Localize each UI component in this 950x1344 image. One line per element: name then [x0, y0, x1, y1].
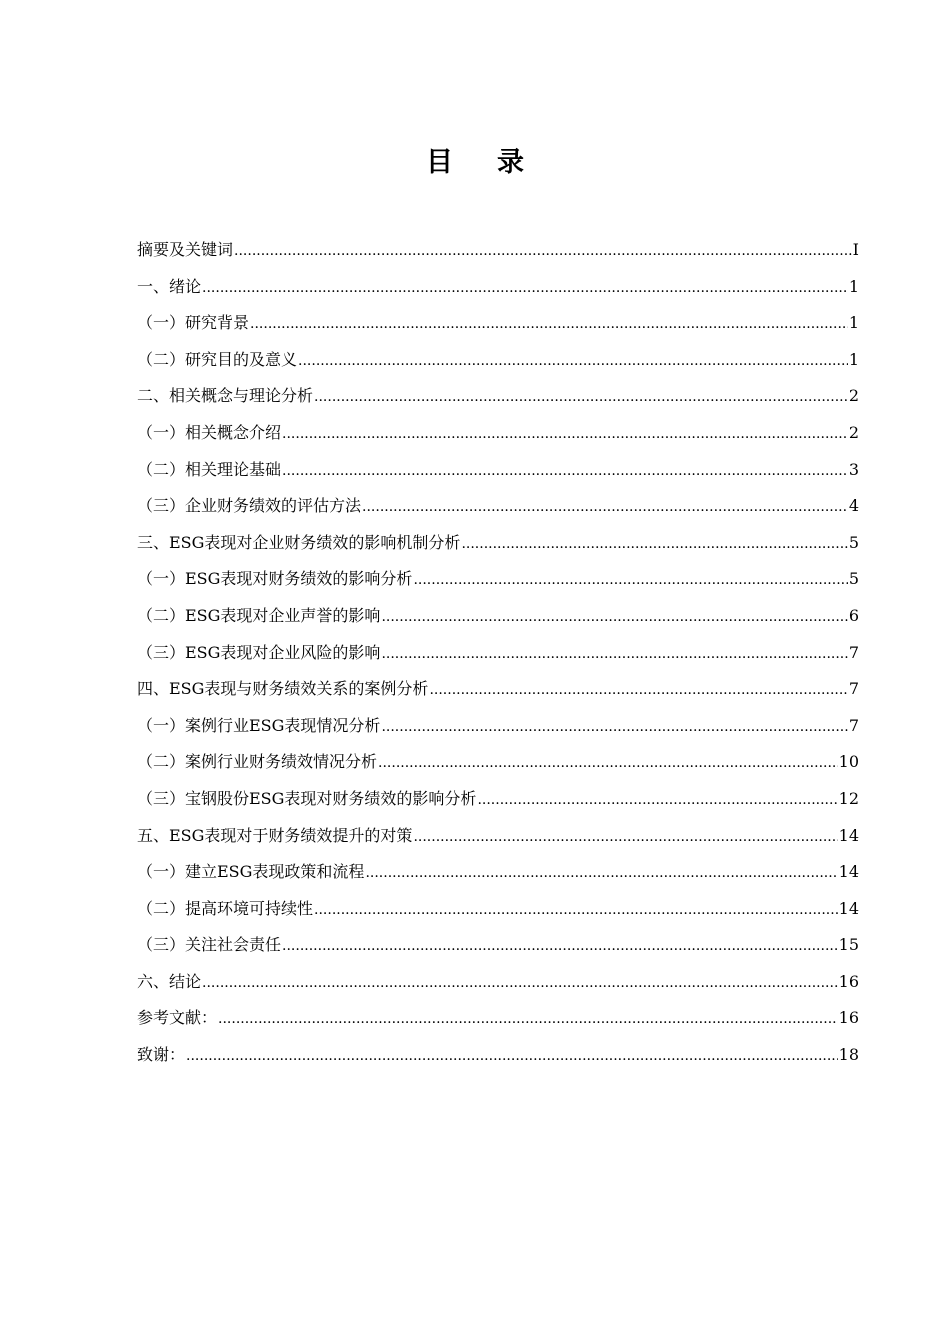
toc-entry-label: （一）ESG表现对财务绩效的影响分析 — [137, 569, 413, 589]
toc-entry-label: （三）宝钢股份ESG表现对财务绩效的影响分析 — [137, 788, 477, 808]
toc-entry-label: （三）关注社会责任 — [137, 935, 282, 955]
toc-entry-page: 5 — [848, 569, 859, 589]
toc-entry-page: 7 — [848, 715, 859, 735]
toc-entry-page: 2 — [848, 422, 859, 442]
toc-dot-leader — [282, 416, 848, 453]
toc-entry[interactable] — [137, 781, 859, 818]
toc-dot-leader — [429, 672, 847, 709]
toc-entry[interactable] — [137, 415, 859, 452]
toc-dot-leader — [234, 233, 852, 270]
toc-entry-page: 14 — [838, 825, 859, 845]
toc-entry-label: （三）ESG表现对企业风险的影响 — [137, 642, 381, 662]
toc-entry-page: 3 — [848, 459, 859, 479]
toc-entry-page: 16 — [838, 1008, 859, 1028]
toc-entry-label: 三、ESG表现对企业财务绩效的影响机制分析 — [137, 532, 461, 552]
toc-dot-leader — [365, 855, 837, 892]
toc-dot-leader — [202, 270, 848, 307]
toc-entry[interactable] — [137, 818, 859, 855]
toc-entry[interactable] — [137, 232, 859, 269]
toc-entry-page: 1 — [848, 349, 859, 369]
toc-entry-label: （一）相关概念介绍 — [137, 422, 282, 442]
toc-entry[interactable] — [137, 635, 859, 672]
toc-dot-leader — [250, 306, 848, 343]
toc-dot-leader — [381, 709, 847, 746]
toc-entry-page: 1 — [848, 276, 859, 296]
toc-entry[interactable] — [137, 452, 859, 489]
toc-entry-page: 4 — [848, 496, 859, 516]
toc-entry[interactable] — [137, 891, 859, 928]
toc-entry-page: 1 — [848, 313, 859, 333]
toc-entry-label: （一）建立ESG表现政策和流程 — [137, 862, 365, 882]
title-char-1: 目 — [426, 147, 453, 178]
toc-entry-page: 5 — [848, 532, 859, 552]
toc-entry-label: （二）案例行业财务绩效情况分析 — [137, 752, 378, 772]
toc-dot-leader — [378, 745, 838, 782]
toc-entry[interactable] — [137, 561, 859, 598]
toc-entry-page: 14 — [838, 862, 859, 882]
toc-entry-label: 摘要及关键词 — [137, 240, 234, 259]
toc-dot-leader — [298, 343, 848, 380]
toc-entry-page: 10 — [838, 752, 859, 772]
toc-entry-label: （二）相关理论基础 — [137, 459, 282, 479]
toc-dot-leader — [461, 526, 847, 563]
toc-entry[interactable] — [137, 671, 859, 708]
toc-dot-leader — [218, 1001, 838, 1038]
toc-entry[interactable] — [137, 708, 859, 745]
toc-dot-leader — [381, 599, 847, 636]
toc-entry[interactable] — [137, 525, 859, 562]
table-of-contents — [137, 232, 859, 1074]
toc-dot-leader — [186, 1038, 838, 1075]
toc-entry[interactable] — [137, 488, 859, 525]
toc-entry-label: 六、结论 — [137, 971, 202, 991]
toc-dot-leader — [477, 782, 837, 819]
toc-dot-leader — [413, 562, 847, 599]
toc-entry-label: 二、相关概念与理论分析 — [137, 386, 314, 406]
toc-entry[interactable] — [137, 378, 859, 415]
toc-entry[interactable] — [137, 854, 859, 891]
toc-dot-leader — [362, 489, 848, 526]
toc-entry[interactable] — [137, 1037, 859, 1074]
toc-entry-page: 12 — [838, 788, 859, 808]
toc-entry[interactable] — [137, 927, 859, 964]
toc-entry-page: 7 — [848, 679, 859, 699]
toc-entry-label: （二）提高环境可持续性 — [137, 898, 314, 918]
toc-entry-page: I — [852, 240, 859, 259]
toc-entry[interactable] — [137, 598, 859, 635]
toc-entry[interactable] — [137, 269, 859, 306]
toc-dot-leader — [413, 819, 837, 856]
toc-entry-label: 一、绪论 — [137, 276, 202, 296]
toc-dot-leader — [314, 892, 838, 929]
page-title — [0, 143, 950, 183]
toc-entry-label: 五、ESG表现对于财务绩效提升的对策 — [137, 825, 413, 845]
toc-entry-label: （二）研究目的及意义 — [137, 349, 298, 369]
toc-dot-leader — [314, 379, 848, 416]
toc-entry-label: （三）企业财务绩效的评估方法 — [137, 496, 362, 516]
toc-entry-page: 15 — [838, 935, 859, 955]
toc-entry-page: 18 — [838, 1045, 859, 1065]
toc-dot-leader — [381, 636, 847, 673]
toc-dot-leader — [282, 453, 848, 490]
toc-dot-leader — [202, 965, 838, 1002]
toc-entry-label: （一）案例行业ESG表现情况分析 — [137, 715, 381, 735]
toc-entry-label: 参考文献： — [137, 1008, 218, 1028]
toc-entry[interactable] — [137, 342, 859, 379]
toc-entry-page: 6 — [848, 605, 859, 625]
toc-entry[interactable] — [137, 305, 859, 342]
toc-entry-page: 7 — [848, 642, 859, 662]
toc-entry-page: 14 — [838, 898, 859, 918]
toc-entry-label: 四、ESG表现与财务绩效关系的案例分析 — [137, 679, 429, 699]
toc-dot-leader — [282, 928, 838, 965]
toc-entry-page: 16 — [838, 971, 859, 991]
toc-entry-label: 致谢： — [137, 1045, 186, 1065]
toc-entry[interactable] — [137, 744, 859, 781]
toc-entry-label: （二）ESG表现对企业声誉的影响 — [137, 605, 381, 625]
toc-entry[interactable] — [137, 964, 859, 1001]
toc-entry[interactable] — [137, 1000, 859, 1037]
toc-entry-label: （一）研究背景 — [137, 313, 250, 333]
toc-entry-page: 2 — [848, 386, 859, 406]
title-char-2: 录 — [497, 147, 524, 178]
